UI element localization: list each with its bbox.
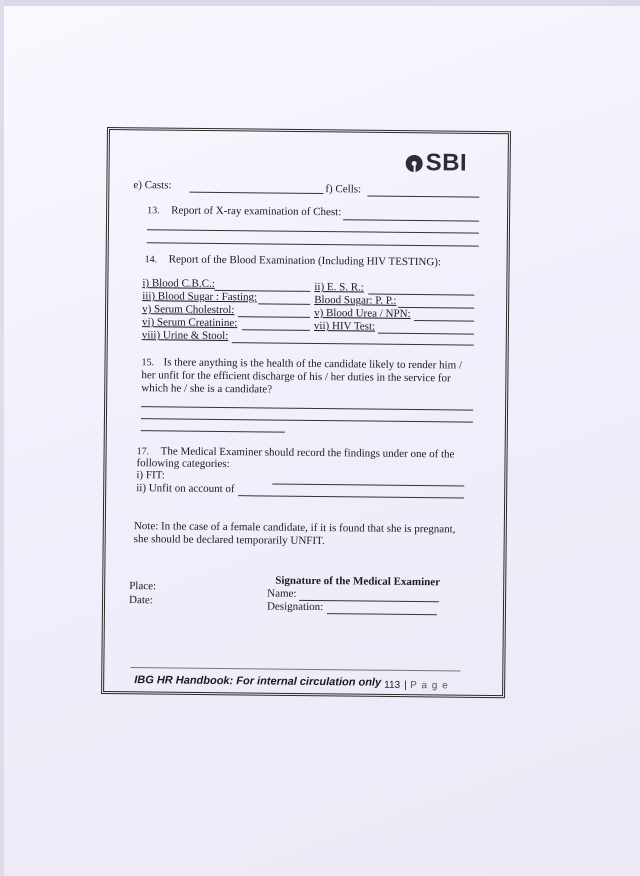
urine-stool-label: viii) Urine & Stool: — [141, 329, 229, 343]
q13-number: 13. — [147, 205, 160, 217]
place-label: Place: — [129, 580, 157, 593]
urea-blank — [414, 320, 474, 322]
page-divider: | — [404, 679, 407, 691]
q17-number: 17. — [136, 446, 150, 458]
cholestrol-label: v) Serum Cholestrol: — [142, 303, 235, 317]
q15-blank-3 — [141, 430, 285, 433]
sugar-pp-label: Blood Sugar: P. P.: — [314, 293, 397, 307]
blood-cbc-label: i) Blood C.B.C.: — [142, 277, 215, 290]
q14-number: 14. — [144, 254, 158, 266]
sugar-fasting-blank — [258, 303, 310, 305]
esr-label: ii) E. S. R.: — [314, 280, 364, 294]
q13-blank-1 — [343, 219, 479, 221]
unfit-blank — [238, 495, 464, 498]
note-line-1: Note: In the case of a female candidate, if it is found that she is pregnant, — [133, 520, 456, 536]
footer-rule — [130, 667, 460, 671]
creatinine-blank — [242, 329, 310, 331]
q15-line-1: Is there anything is the health of the candidate likely to render him / — [163, 356, 463, 372]
q15-blank-1 — [141, 406, 473, 410]
designation-label: Designation: — [266, 600, 324, 614]
urine-stool-blank — [232, 342, 474, 346]
q17-line-2: following categories: — [136, 457, 230, 471]
date-label: Date: — [129, 594, 153, 607]
q13-blank-2 — [147, 229, 479, 233]
q15-blank-2 — [141, 418, 473, 422]
footer-handbook-text: IBG HR Handbook: For internal circulation only — [134, 674, 382, 689]
q15-number: 15. — [141, 357, 155, 369]
q15-line-2: her unfit for the efficient discharge of his / her duties in the service for — [141, 369, 451, 385]
q14-text: Report of the Blood Examination (Including HIV TESTING): — [168, 253, 442, 269]
sbi-logo — [406, 149, 468, 178]
paper-edge-shadow — [0, 0, 4, 876]
q17-line-1: The Medical Examiner should record the findings under one of the — [160, 445, 455, 461]
hiv-label: vii) HIV Test: — [313, 319, 376, 333]
sbi-logo-text: SBI — [425, 149, 468, 177]
sbi-logo-icon — [406, 154, 423, 171]
q13-blank-3 — [147, 242, 479, 246]
note-line-2: she should be declared temporarily UNFIT. — [133, 533, 325, 548]
cells-blank — [367, 196, 479, 198]
designation-blank — [327, 613, 437, 615]
paper-fold-shadow — [0, 0, 640, 6]
cells-label: f) Cells: — [325, 183, 362, 196]
urea-label: v) Blood Urea / NPN: — [314, 306, 411, 320]
cholestrol-blank — [238, 316, 310, 318]
creatinine-label: vi) Serum Creatinine: — [141, 316, 238, 330]
sugar-fasting-label: iii) Blood Sugar : Fasting: — [142, 290, 258, 304]
page-number: 113 — [384, 679, 401, 691]
hiv-blank — [378, 333, 474, 335]
fit-blank — [272, 484, 464, 487]
unfit-label: ii) Unfit on account of — [136, 482, 235, 496]
name-label: Name: — [267, 587, 297, 600]
q15-line-3: which he / she is a candidate? — [141, 382, 273, 396]
signature-title: Signature of the Medical Examiner — [275, 574, 441, 589]
casts-label: e) Casts: — [133, 179, 172, 192]
q13-text: Report of X-ray examination of Chest: — [171, 204, 342, 219]
document-content — [122, 130, 512, 709]
fit-label: i) FIT: — [136, 469, 165, 482]
casts-blank — [189, 192, 323, 194]
page-label: P a g e — [410, 679, 449, 692]
